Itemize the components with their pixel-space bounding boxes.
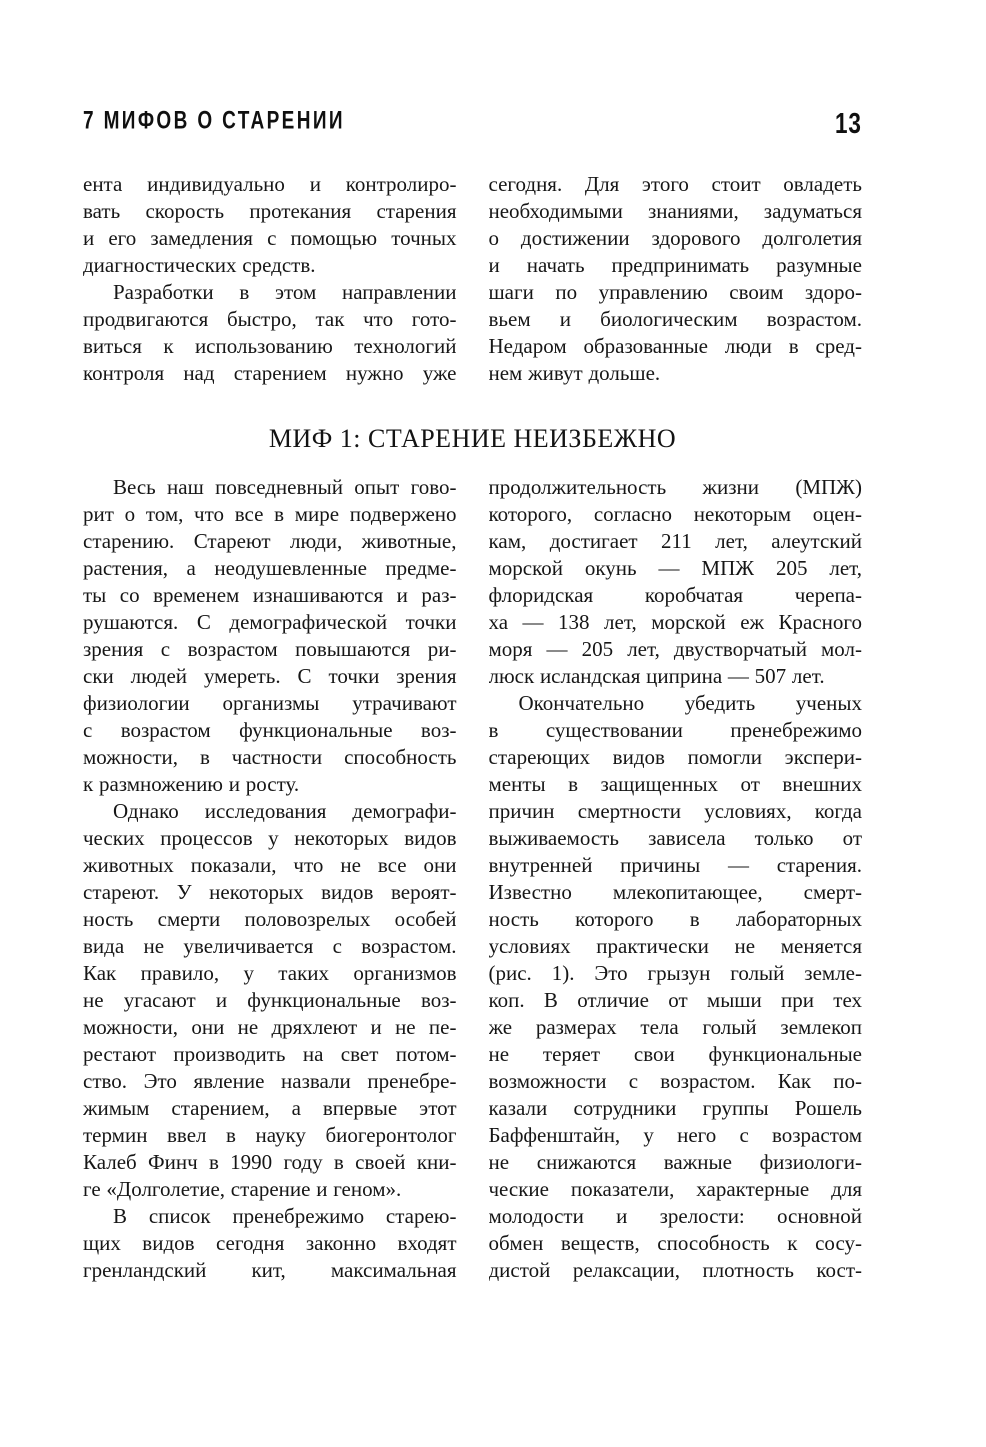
- text-line: флоридская коробчатая черепа-: [488, 583, 862, 607]
- text-line: контроля над старением нужно уже: [83, 361, 457, 385]
- text-line: (рис. 1). Это грызун голый земле-: [488, 961, 862, 985]
- text-line: условиях практически не меняется: [488, 934, 862, 958]
- text-line: гренландский кит, максимальная: [83, 1258, 457, 1282]
- main-right-column: [489, 474, 863, 1284]
- text-line: люск исландская циприна — 507 лет.: [488, 664, 825, 688]
- text-line: Известно млекопитающее, смерт-: [488, 880, 862, 904]
- paragraph: [83, 474, 457, 798]
- intro-right-column: [489, 171, 863, 387]
- text-line: Калеб Финч в 1990 году в своей кни-: [83, 1150, 457, 1174]
- text-line: продвигаются быстро, так что гото-: [83, 307, 457, 331]
- text-line: животных показали, что не все они: [83, 853, 457, 877]
- text-line: Окончательно убедить ученых: [518, 691, 862, 715]
- text-line: и его замедления с помощью точных: [83, 226, 457, 250]
- text-line: рестают производить на свет потом-: [83, 1042, 457, 1066]
- text-line: физиологии организмы утрачивают: [83, 691, 457, 715]
- text-line: виться к использованию технологий: [83, 334, 457, 358]
- text-line: моря — 205 лет, двустворчатый мол-: [488, 637, 862, 661]
- text-line: в существовании пренебрежимо: [488, 718, 862, 742]
- text-line: ента индивидуально и контролиро-: [83, 172, 457, 196]
- intro-section: [83, 171, 862, 387]
- section-heading: МИФ 1: СТАРЕНИЕ НЕИЗБЕЖНО: [268, 424, 677, 453]
- text-line: коп. В отличие от мыши при тех: [488, 988, 862, 1012]
- text-line: о достижении здорового долголетия: [488, 226, 862, 250]
- text-line: молодости и зрелости: основной: [488, 1204, 862, 1228]
- text-line: ческих процессов у некоторых видов: [83, 826, 457, 850]
- text-line: не снижаются важные физиологи-: [488, 1150, 862, 1174]
- paragraph: [83, 1203, 457, 1284]
- text-line: обмен веществ, способность к сосу-: [488, 1231, 862, 1255]
- text-line: стареющих видов помогли экспери-: [488, 745, 862, 769]
- paragraph: [489, 171, 863, 387]
- text-line: ски людей умереть. С точки зрения: [83, 664, 457, 688]
- text-line: ха — 138 лет, морской еж Красного: [488, 610, 862, 634]
- text-line: не угасают и функциональные воз-: [83, 988, 457, 1012]
- text-line: дистой релаксации, плотность кост-: [488, 1258, 862, 1282]
- text-line: к размножению и росту.: [83, 772, 300, 796]
- text-line: Весь наш повседневный опыт гово-: [113, 475, 457, 499]
- text-line: продолжительность жизни (МПЖ): [488, 475, 862, 499]
- text-line: Как правило, у таких организмов: [83, 961, 457, 985]
- text-line: рит о том, что все в мире подвержено: [83, 502, 457, 526]
- text-line: термин ввел в науку биогеронтолог: [83, 1123, 457, 1147]
- text-line: кам, достигает 211 лет, алеутский: [488, 529, 862, 553]
- text-line: внутренней причины — старения.: [488, 853, 862, 877]
- text-line: можности, они не дряхлеют и не пе-: [83, 1015, 457, 1039]
- main-section: [83, 474, 862, 1284]
- text-line: зрения с возрастом повышаются ри-: [83, 637, 457, 661]
- paragraph: [83, 798, 457, 1203]
- text-line: выживаемость зависела только от: [488, 826, 862, 850]
- text-line: диагностических средств.: [83, 253, 316, 277]
- text-line: Однако исследования демографи-: [113, 799, 457, 823]
- main-left-column: [83, 474, 457, 1284]
- text-line: менты в защищенных от внешних: [488, 772, 862, 796]
- text-line: ство. Это явление назвали пренебре-: [83, 1069, 457, 1093]
- text-line: возможности с возрастом. Как по-: [488, 1069, 862, 1093]
- text-line: с возрастом функциональные воз-: [83, 718, 457, 742]
- text-line: рушаются. С демографической точки: [83, 610, 457, 634]
- text-line: Разработки в этом направлении: [113, 280, 457, 304]
- text-line: ность которого в лабораторных: [488, 907, 862, 931]
- text-line: вида не увеличивается с возрастом.: [83, 934, 457, 958]
- paragraph: [489, 474, 863, 690]
- text-line: В список пренебрежимо старею-: [113, 1204, 457, 1228]
- text-line: можности, в частности способность: [83, 745, 457, 769]
- text-line: жимым старением, а впервые этот: [83, 1096, 457, 1120]
- paragraph: [83, 171, 457, 279]
- paragraph: [489, 690, 863, 1284]
- text-line: ге «Долголетие, старение и геном».: [83, 1177, 402, 1201]
- text-line: старению. Стареют люди, животные,: [83, 529, 457, 553]
- text-line: не теряет свои функциональные: [488, 1042, 862, 1066]
- text-line: шаги по управлению своим здоро-: [488, 280, 862, 304]
- text-line: Баффенштайн, у него с возрастом: [488, 1123, 862, 1147]
- text-line: и начать предпринимать разумные: [488, 253, 862, 277]
- text-line: вать скорость протекания старения: [83, 199, 457, 223]
- text-line: казали сотрудники группы Рошель: [488, 1096, 862, 1120]
- book-title: 7 МИФОВ О СТАРЕНИИ: [83, 107, 345, 135]
- text-line: которого, согласно некоторым оцен-: [488, 502, 862, 526]
- text-line: ность смерти половозрелых особей: [83, 907, 457, 931]
- paragraph: [83, 279, 457, 387]
- text-line: растения, а неодушевленные предме-: [83, 556, 457, 580]
- text-line: ческие показатели, характерные для: [488, 1177, 862, 1201]
- text-line: щих видов сегодня законно входят: [83, 1231, 457, 1255]
- text-line: нем живут дольше.: [488, 361, 661, 385]
- page-number: 13: [835, 107, 862, 141]
- text-line: же размерах тела голый землекоп: [488, 1015, 862, 1039]
- text-line: Недаром образованные люди в сред-: [488, 334, 862, 358]
- text-line: причин смертности условиях, когда: [488, 799, 862, 823]
- intro-left-column: [83, 171, 457, 387]
- page-header: [83, 107, 862, 141]
- text-line: ты со временем изнашиваются и раз-: [83, 583, 457, 607]
- text-line: морской окунь — МПЖ 205 лет,: [488, 556, 862, 580]
- text-line: вьем и биологическим возрастом.: [488, 307, 862, 331]
- text-line: сегодня. Для этого стоит овладеть: [488, 172, 862, 196]
- text-line: стареют. У некоторых видов вероят-: [83, 880, 457, 904]
- text-line: необходимыми знаниями, задуматься: [488, 199, 862, 223]
